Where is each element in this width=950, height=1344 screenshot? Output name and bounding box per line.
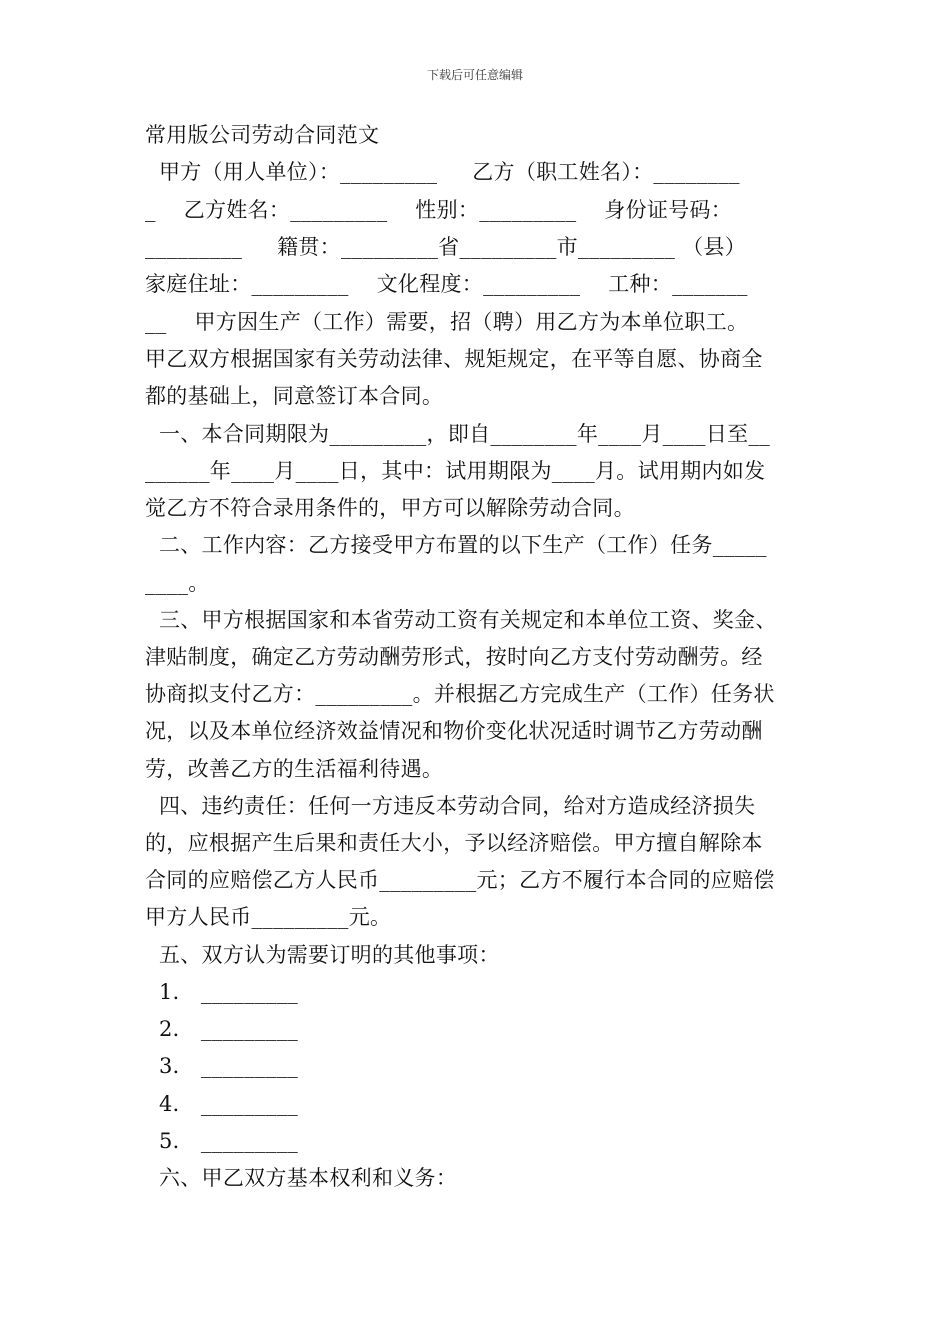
list-item: 5． _________ <box>145 1129 299 1153</box>
text-line: 六、甲乙双方基本权利和义务： <box>145 1166 458 1190</box>
text-line: 劳，改善乙方的生活福利待遇。 <box>145 757 444 781</box>
text-line: 一、本合同期限为_________，即自________年____月____日至__ <box>145 422 771 446</box>
text-line: __ 甲方因生产（工作）需要，招（聘）用乙方为本单位职工。 <box>145 310 749 334</box>
list-item: 4． _________ <box>145 1092 299 1116</box>
text-line: 觉乙方不符合录用条件的，甲方可以解除劳动合同。 <box>145 496 635 520</box>
text-line: 协商拟支付乙方：_________。并根据乙方完成生产（工作）任务状 <box>145 682 775 706</box>
list-item: 2． _________ <box>145 1017 299 1041</box>
list-item: 1． _________ <box>145 980 299 1004</box>
text-line: _ 乙方姓名：_________ 性别：_________ 身份证号码： <box>145 198 733 222</box>
text-line: 甲方人民币_________元。 <box>145 905 392 929</box>
text-line: 甲乙双方根据国家有关劳动法律、规矩规定，在平等自愿、协商全 <box>145 347 763 371</box>
text-line: 家庭住址：_________ 文化程度：_________ 工种：_______ <box>145 272 748 296</box>
text-line: _________ 籍贯：_________省_________市_________ （县） <box>145 235 747 259</box>
text-line: 甲方（用人单位）：_________ 乙方（职工姓名）：________ <box>145 160 740 184</box>
text-line: 都的基础上，同意签订本合同。 <box>145 384 444 408</box>
text-line: 合同的应赔偿乙方人民币_________元；乙方不履行本合同的应赔偿 <box>145 868 775 892</box>
text-line: ______年____月____日，其中：试用期限为____月。试用期内如发 <box>145 459 766 483</box>
text-line: 三、甲方根据国家和本省劳动工资有关规定和本单位工资、奖金、 <box>145 608 777 632</box>
header-note: 下载后可任意编辑 <box>426 68 523 82</box>
text-line: 况，以及本单位经济效益情况和物价变化状况适时调节乙方劳动酬 <box>145 719 763 743</box>
text-line: 的，应根据产生后果和责任大小，予以经济赔偿。甲方擅自解除本 <box>145 831 763 855</box>
text-line: 五、双方认为需要订明的其他事项： <box>145 943 500 967</box>
list-item: 3． _________ <box>145 1054 299 1078</box>
text-line: 二、工作内容：乙方接受甲方布置的以下生产（工作）任务_____ <box>145 533 767 557</box>
text-line: 四、违约责任：任何一方违反本劳动合同，给对方造成经济损失 <box>145 794 756 818</box>
document-title: 常用版公司劳动合同范文 <box>145 123 380 147</box>
text-line: 津贴制度，确定乙方劳动酬劳形式，按时向乙方支付劳动酬劳。经 <box>145 645 763 669</box>
text-line: ____。 <box>145 571 210 595</box>
